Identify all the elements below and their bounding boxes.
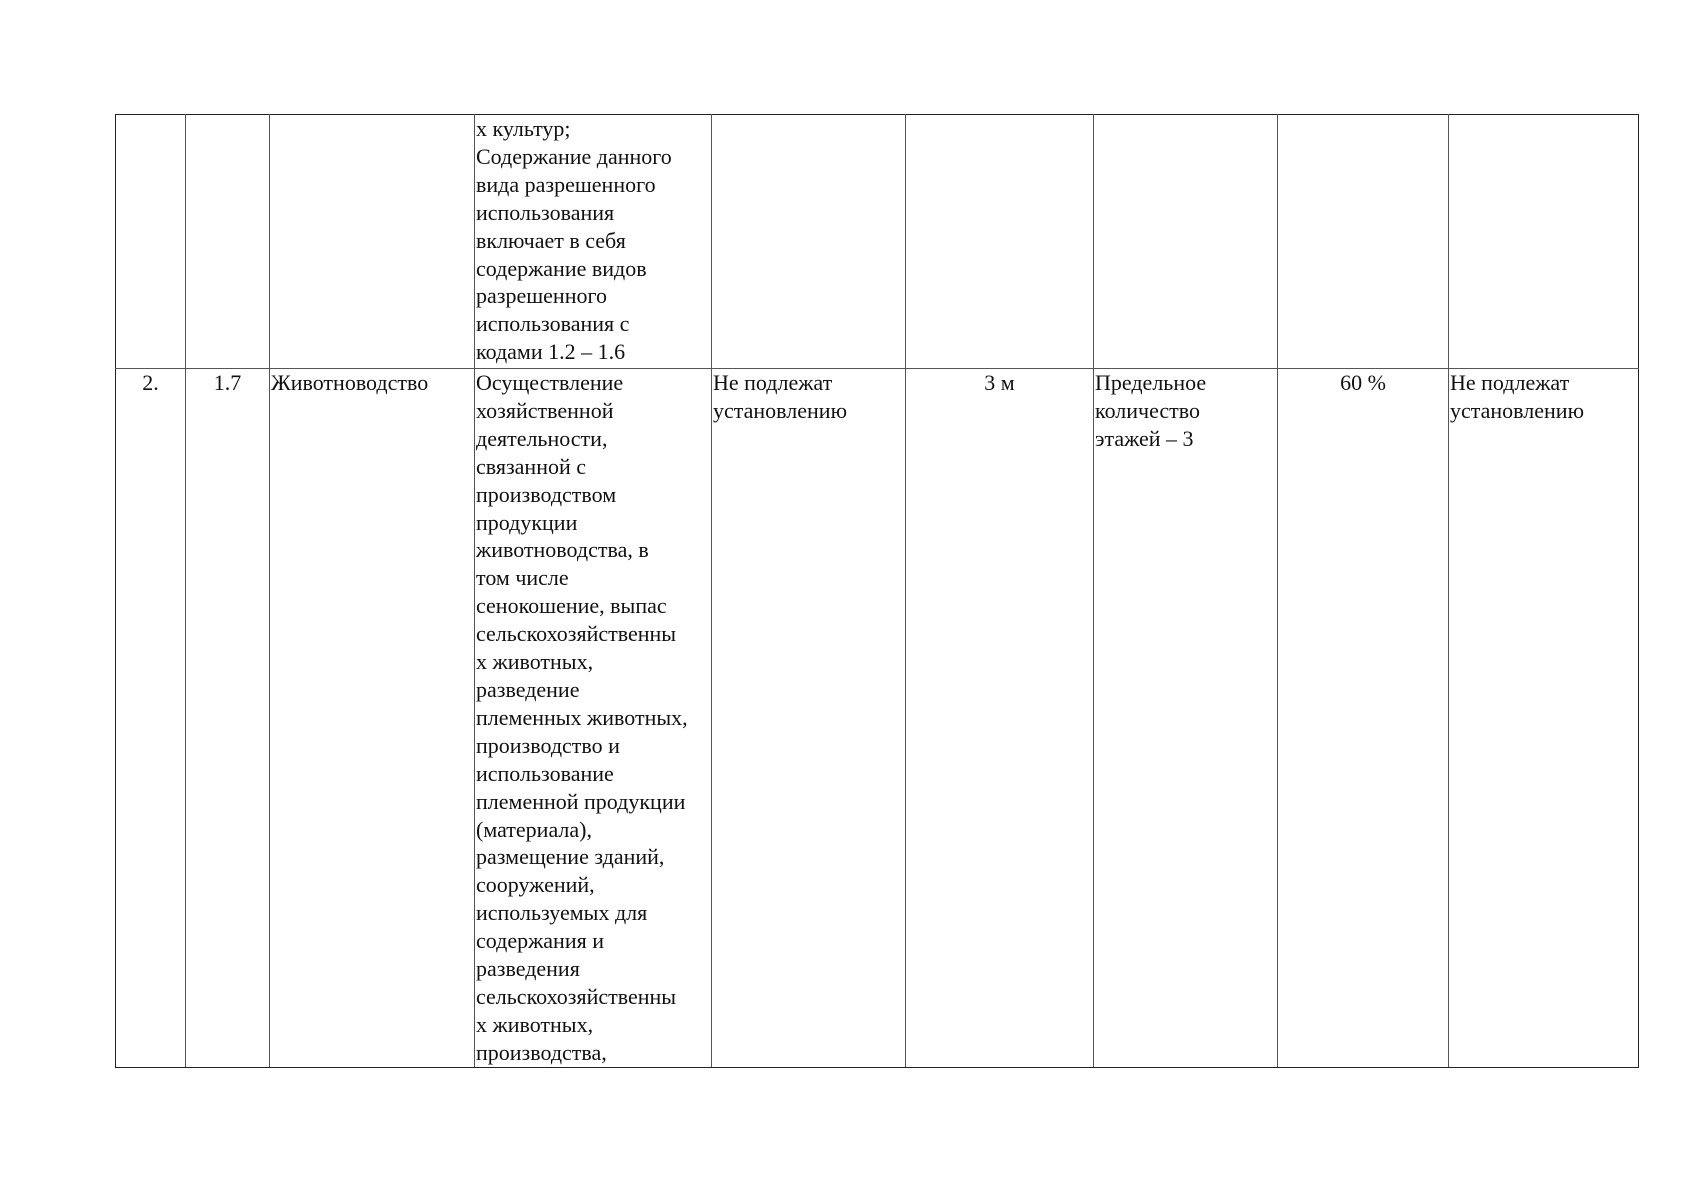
other-limits-cell	[1449, 115, 1639, 369]
lot-size-line: Не подлежат	[713, 370, 833, 395]
lot-size-cell	[712, 369, 906, 1068]
description-line: сельскохозяйственны	[476, 983, 677, 1009]
use-name-cell: Животноводство	[270, 369, 475, 1068]
coverage-cell: 60 %	[1278, 369, 1449, 1068]
description-line: Содержание данного	[476, 143, 672, 169]
description-line: использования	[476, 199, 615, 225]
description-line: размещение зданий,	[476, 844, 665, 870]
description-line: производством	[476, 481, 617, 507]
description-line: Осуществление	[476, 370, 624, 395]
description-line: производство и	[476, 732, 620, 758]
description-line: племенных животных,	[476, 704, 688, 730]
description-line: сенокошение, выпас	[476, 593, 667, 619]
description-line: деятельности,	[476, 425, 608, 451]
floors-line: Предельное	[1095, 370, 1207, 395]
floors-cell	[1094, 115, 1278, 369]
description-line: содержание видов	[476, 255, 647, 281]
description-line: вида разрешенного	[476, 171, 656, 197]
other-limits-line: установлению	[1450, 397, 1585, 423]
table-row	[116, 369, 1639, 1068]
description-line: используемых для	[476, 900, 648, 926]
setback-cell: 3 м	[906, 369, 1094, 1068]
description-line: производства,	[476, 1039, 607, 1065]
coverage-cell	[1278, 115, 1449, 369]
floors-line: количество	[1095, 397, 1201, 423]
description-line: том числе	[476, 565, 569, 591]
description-line: использования с	[476, 311, 630, 337]
use-description-cell	[475, 369, 712, 1068]
other-limits-line: Не подлежат	[1450, 370, 1570, 395]
use-code-cell: 1.7	[186, 369, 270, 1068]
description-line: использование	[476, 760, 614, 786]
floors-line: этажей – 3	[1095, 425, 1194, 451]
description-line: х животных,	[476, 1011, 594, 1037]
description-line: включает в себя	[476, 227, 626, 253]
use-code-cell	[186, 115, 270, 369]
use-name-cell	[270, 115, 475, 369]
description-line: племенной продукции	[476, 788, 686, 814]
description-line: продукции	[476, 509, 578, 535]
lot-size-cell	[712, 115, 906, 369]
description-line: связанной с	[476, 453, 587, 479]
description-line: животноводства, в	[476, 537, 649, 563]
land-use-regulations-table	[115, 114, 1639, 1068]
row-number-cell: 2.	[116, 369, 186, 1068]
description-line: разрешенного	[476, 283, 607, 309]
description-line: разведения	[476, 956, 580, 982]
row-number-cell	[116, 115, 186, 369]
description-line: (материала),	[476, 816, 592, 842]
description-line: х животных,	[476, 649, 594, 675]
description-line: х культур;	[476, 116, 571, 141]
other-limits-cell	[1449, 369, 1639, 1068]
lot-size-line: установлению	[713, 397, 848, 423]
table-row	[116, 115, 1639, 369]
description-line: содержания и	[476, 928, 604, 954]
description-line: хозяйственной	[476, 397, 614, 423]
setback-cell	[906, 115, 1094, 369]
use-description-cell	[475, 115, 712, 369]
description-line: сельскохозяйственны	[476, 621, 677, 647]
description-line: разведение	[476, 676, 580, 702]
floors-cell	[1094, 369, 1278, 1068]
description-line: сооружений,	[476, 872, 595, 898]
description-line: кодами 1.2 – 1.6	[476, 339, 626, 365]
